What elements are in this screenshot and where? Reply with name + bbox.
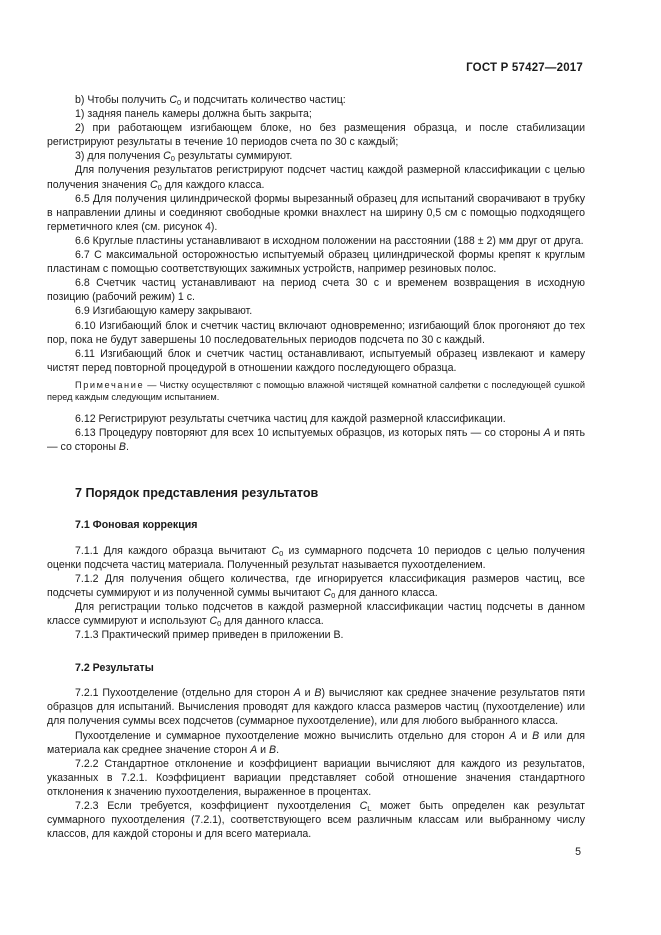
step-b-2: 2) при работающем изгибающем блоке, но без размещения образца, и после стабилизации регистрируют результаты в течение 10 периодов счета по 30 с каждый; (47, 122, 585, 149)
clause-6-12: 6.12 Регистрируют результаты счетчика частиц для каждой размерной классификации. (75, 413, 506, 426)
step-b-4: Для получения результатов регистрируют подсчет частиц каждой размерной классификации с целью получения значения $C_0$ для каждого класса. (47, 164, 585, 192)
clause-7-2-3: 7.2.3 Если требуется, коэффициент пухоотделения $C_L$ может быть определен как результат суммарного пухоотделения (7.2.1), соответствующего всем различным классам или выбранному числу классов, для каждой стороны и для всего материала. (47, 800, 585, 841)
step-b-3: 3) для получения $C_0$ результаты суммируют. (75, 150, 293, 164)
clause-7-1-1: 7.1.1 Для каждого образца вычитают $C_0$ из суммарного подсчета 10 периодов с целью получения оценки подсчета частиц материала. Полученный результат называется пухоотделением. (47, 544, 586, 571)
step-b: b) Чтобы получить $C_0$ и подсчитать количество частиц: (75, 94, 346, 107)
clause-6-6: 6.6 Круглые пластины устанавливают в исходном положении на расстоянии (188 ± 2) мм друг от друга. (75, 234, 584, 247)
note-label: Примечание (75, 379, 145, 390)
clause-7-2-2: 7.2.2 Стандартное отклонение и коэффициент вариации вычисляют для каждого из результатов, указанных в 7.2.1. Коэффициент вариации представляет собой отношение значения стандартного отклонения к значению пухоотделения, выраженное в процентах. (47, 757, 585, 798)
clause-6-13: 6.13 Процедуру повторяют для всех 10 испытуемых образцов, из которых пять — со стороны А и пять — со стороны В. (47, 427, 585, 454)
clause-6-7: 6.7 С максимальной осторожностью испытуемый образец цилиндрической формы крепят к круглым пластинам с помощью соответствующих зажимных устройств, например резиновых полос. (47, 249, 585, 276)
subsection-7-2-title: 7.2 Результаты (75, 662, 154, 675)
clause-7-2-1-continued: Пухоотделение и суммарное пухоотделение можно вычислить отдельно для сторон А и В или для материала как среднее значение сторон А и В. (47, 729, 585, 756)
clause-6-9: 6.9 Изгибающую камеру закрывают. (75, 305, 253, 318)
clause-7-2-1: 7.2.1 Пухоотделение (отдельно для сторон А и В) вычисляют как среднее значение результатов пяти образцов для испытаний. Вычисления проводят для каждого класса размеров частиц (пухоотделение) или для получения суммы всех подсчетов (суммарное пухоотделение), или для любого выбранного класса. (47, 687, 585, 728)
clause-6-11: 6.11 Изгибающий блок и счетчик частиц останавливают, испытуемый образец извлекают и камеру чистят перед повторной процедурой в отношении каждого последующего образца. (47, 347, 585, 374)
clause-7-1-2-continued: Для регистрации только подсчетов в каждой размерной классификации частиц подсчеты в данном классе суммируют и используют $C_0$ для данного класса. (47, 600, 585, 628)
clause-6-10: 6.10 Изгибающий блок и счетчик частиц включают одновременно; изгибающий блок прогоняют до тех пор, пока не будут завершены 10 последовательных периодов подсчета по 30 с каждый. (47, 319, 585, 346)
clause-6-5: 6.5 Для получения цилиндрической формы вырезанный образец для испытаний сворачивают в трубку в направлении длины и соединяют свободные кромки внахлест на ширину 0,5 см с помощью подходящего герметичного клея (см. рисунок 4). (47, 192, 585, 233)
page-body (47, 93, 585, 841)
subsection-7-1-title: 7.1 Фоновая коррекция (75, 519, 198, 532)
step-b-1: 1) задняя панель камеры должна быть закрыта; (75, 108, 312, 121)
page-number: 5 (575, 846, 581, 858)
note: Примечание — Чистку осуществляют с помощью влажной чистящей комнатной салфетки с последующей сушкой перед каждым следующим испытанием. (47, 379, 585, 403)
document-header: ГОСТ Р 57427—2017 (466, 62, 583, 74)
section-7-title: 7 Порядок представления результатов (75, 486, 319, 501)
clause-7-1-2: 7.1.2 Для получения общего количества, где игнорируется классификация размеров частиц, все подсчеты суммируют и из полученной суммы вычитают $C_0$ для данного класса. (47, 572, 585, 600)
clause-7-1-3: 7.1.3 Практический пример приведен в приложении В. (75, 629, 344, 642)
clause-6-8: 6.8 Счетчик частиц устанавливают на период счета 30 с и временем возвращения в исходную позицию (рабочий режим) 1 с. (47, 277, 585, 304)
